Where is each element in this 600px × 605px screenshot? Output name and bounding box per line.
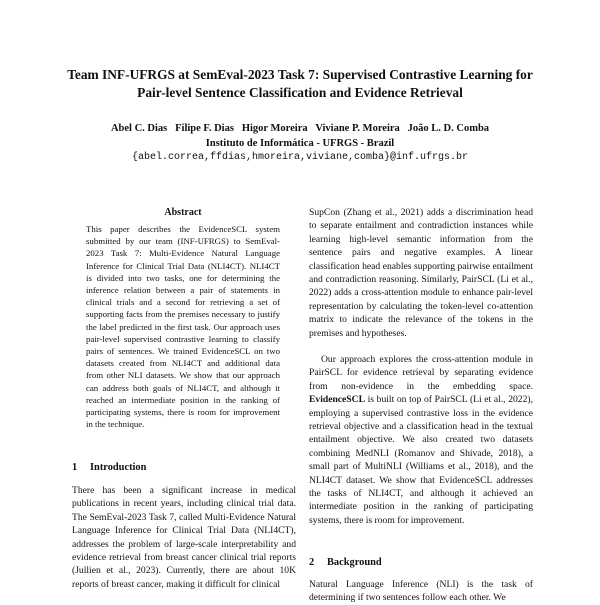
section-heading-background: [309, 556, 533, 570]
paragraph-text: Our approach explores the cross-attention module in PairSCL for evidence retrieval by separating evidence from non-evidence in the embedding space.: [309, 354, 533, 392]
affiliation: Instituto de Informática - UFRGS - Brazil: [205, 138, 395, 149]
section-title: Background: [327, 557, 382, 568]
author-name: Viviane P. Moreira: [315, 123, 400, 134]
right-paragraph-1: SupCon (Zhang et al., 2021) adds a discrimination head to separate entailment and contradiction instances while learning high-level semantic information from the sentence pairs and negative examples. A linear classification head enables supporting pairwise entailment and contradiction reasoning. Similarly, PairSCL (Li et al., 2022) adds a cross-attention module to enhance pair-level representation by calculating the token-level co-attention matrix to indicate the relevance of the tokens in the premises and hypotheses.: [309, 207, 533, 339]
paragraph-text: is built on top of PairSCL (Li et al., 2022), employing a supervised contrastive loss in the evidence retrieval objective and a classification head in the textual entailment objective. We also created two datasets combining MedNLI (Romanov and Shivade, 2018), a small part of MultiNLI (Williams et al., 2018), and the NLI4CT dataset. We show that EvidenceSCL addresses the tasks of NLI4CT, and although it achieved an intermediate position in the ranking of participating systems, there is room for improvement.: [309, 394, 533, 526]
section-heading-introduction: [72, 461, 296, 475]
abstract-heading: Abstract: [164, 207, 202, 218]
right-paragraph-2: [309, 353, 533, 527]
system-name: EvidenceSCL: [309, 394, 365, 406]
introduction-paragraph: There has been a significant increase in medical publications in recent years, including clinical trial data. The SemEval-2023 Task 7, called Multi-Evidence Natural Language Inference for Clinical Trial Data (NLI4CT), addresses the problem of large-scale interpretability and evidence retrieval from breast cancer clinical trial reports (Jullien et al., 2023). Currently, there are about 10K reports of breast cancer, making it difficult for clinical: [72, 485, 296, 590]
author-name: Filipe F. Dias: [175, 123, 234, 134]
author-name: João L. D. Comba: [407, 123, 490, 134]
section-number: 1: [72, 462, 78, 473]
author-name: Abel C. Dias: [110, 123, 168, 134]
background-paragraph: Natural Language Inference (NLI) is the task of determining if two sentences follow each other. We: [309, 579, 533, 604]
section-number: 2: [309, 557, 315, 568]
paper-title: Team INF-UFRGS at SemEval-2023 Task 7: Supervised Contrastive Learning for Pair-level Sentence Classification and Evidence Retrieval: [67, 67, 533, 100]
section-title: Introduction: [90, 462, 147, 473]
author-list: [40, 122, 560, 136]
author-emails: {abel.correa,ffdias,hmoreira,viviane,comba}@inf.ufrgs.br: [131, 152, 469, 163]
abstract-text: This paper describes the EvidenceSCL system submitted by our team (INF-UFRGS) to SemEval-2023 Task 7: Multi-Evidence Natural Language Inference for Clinical Trial Data (NLI4CT). NLI4CT is divided into two tasks, one for determining the inference relation between a pair of statements in clinical trials and a second for retrieving a set of supporting facts from the premises necessary to justify the label predicted in the first task. Our approach uses pair-level supervised contrastive learning to classify pairs of sentences. We trained EvidenceSCL on two datasets created from NLI4CT and additional data from other NLI datasets. We show that our approach can address both goals of NLI4CT, and although it reached an intermediate position in the ranking of participating systems, there is room for improvement in the technique.: [86, 224, 280, 430]
author-name: Higor Moreira: [241, 123, 308, 134]
